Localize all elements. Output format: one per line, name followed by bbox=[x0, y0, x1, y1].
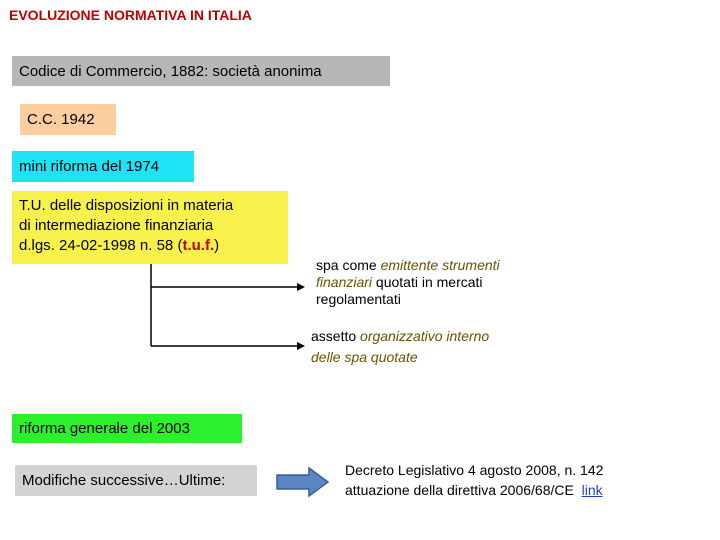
branch-spa-arrowhead bbox=[297, 283, 305, 291]
decreto-text bbox=[345, 460, 603, 500]
modifiche-label: Modifiche successive…Ultime: bbox=[22, 472, 226, 489]
spa-line1-pre: spa come bbox=[316, 257, 381, 273]
assetto-line1-pre: assetto bbox=[311, 328, 361, 344]
codice-civile-label: C.C. 1942 bbox=[27, 111, 95, 128]
testo-unico-line1: T.U. delle disposizioni in materia bbox=[19, 197, 234, 214]
spa-line1-emph: emittente strumenti bbox=[380, 257, 500, 273]
right-arrow-icon bbox=[275, 465, 331, 499]
decreto-line2-text: attuazione della direttiva 2006/68/CE bbox=[345, 482, 574, 498]
spa-line2-post: quotati in mercati bbox=[372, 274, 483, 290]
testo-unico-line2: di intermediazione finanziaria bbox=[19, 217, 214, 234]
assetto-line1-emph: organizzativo interno bbox=[360, 328, 490, 344]
spa-emittente-text bbox=[316, 257, 500, 308]
codice-commercio-label: Codice di Commercio, 1882: società anonima bbox=[19, 62, 322, 80]
spa-line2 bbox=[316, 274, 500, 291]
spa-line3: regolamentati bbox=[316, 291, 401, 307]
testo-unico-line3-pre: d.lgs. 24-02-1998 n. 58 ( bbox=[19, 237, 183, 254]
tuf-highlight: t.u.f. bbox=[182, 237, 215, 254]
modifiche-box bbox=[15, 465, 257, 496]
decreto-link[interactable]: link bbox=[581, 482, 603, 498]
page-title: EVOLUZIONE NORMATIVA IN ITALIA bbox=[9, 7, 252, 23]
spa-line2-emph: finanziari bbox=[316, 274, 373, 290]
spa-line1 bbox=[316, 257, 500, 274]
decreto-line2 bbox=[345, 480, 603, 500]
assetto-line1 bbox=[311, 326, 489, 347]
branch-assetto-arrowhead bbox=[297, 342, 305, 350]
mini-riforma-label: mini riforma del 1974 bbox=[19, 158, 160, 175]
assetto-text bbox=[311, 326, 489, 368]
testo-unico-line3-post: ) bbox=[214, 237, 220, 254]
riforma-2003-box bbox=[12, 414, 242, 443]
riforma-2003-label: riforma generale del 2003 bbox=[19, 420, 190, 437]
assetto-line2: delle spa quotate bbox=[311, 349, 418, 365]
decreto-line1: Decreto Legislativo 4 agosto 2008, n. 142 bbox=[345, 462, 604, 478]
